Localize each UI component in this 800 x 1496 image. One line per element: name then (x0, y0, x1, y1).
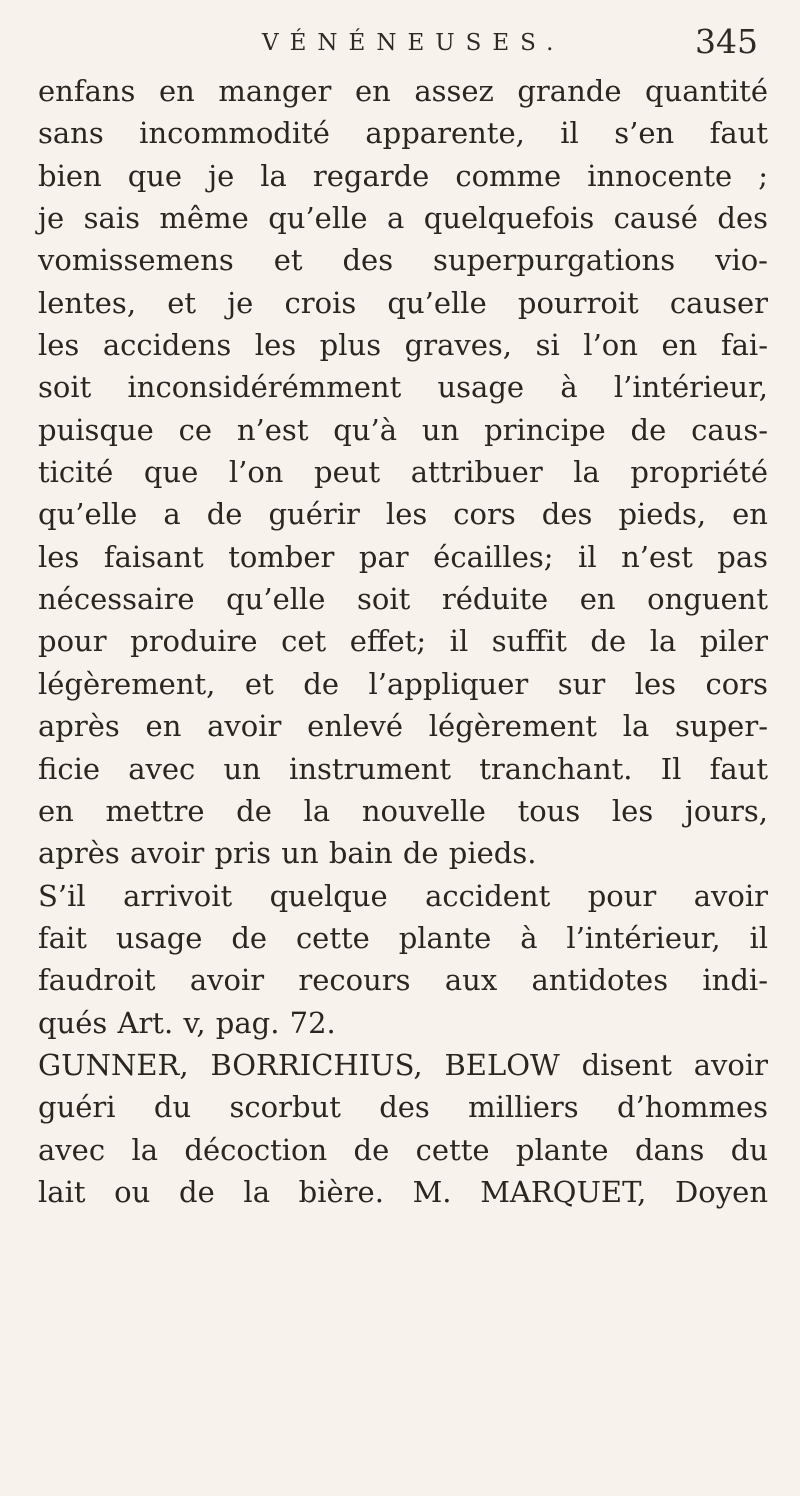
text-line: sans incommodité apparente, il s’en faut (38, 116, 768, 151)
text-line: lentes, et je crois qu’elle pourroit causer (38, 285, 768, 320)
page-number: 345 (695, 22, 758, 61)
text-line: lait ou de la bière. M. MARQUET, Doyen (38, 1174, 768, 1209)
text-line: les faisant tomber par écailles; il n’est pas (38, 539, 768, 574)
text-line: ficie avec un instrument tranchant. Il faut (38, 751, 768, 786)
text-line: ticité que l’on peut attribuer la propriété (38, 455, 768, 490)
text-line: les accidens les plus graves, si l’on en fai- (38, 328, 768, 363)
text-line: faudroit avoir recours aux antidotes indi- (38, 963, 768, 998)
text-line: enfans en manger en assez grande quantité (38, 74, 768, 108)
text-line: je sais même qu’elle a quelquefois causé des (38, 201, 768, 236)
body-text (38, 70, 768, 1213)
text-line: après en avoir enlevé légèrement la super- (38, 709, 768, 744)
text-line: soit inconsidérémment usage à l’intérieur, (38, 370, 768, 405)
text-line: qu’elle a de guérir les cors des pieds, en (38, 497, 768, 532)
text-line: S’il arrivoit quelque accident pour avoir (38, 878, 768, 913)
text-line: fait usage de cette plante à l’intérieur, il (38, 920, 768, 955)
text-line: après avoir pris un bain de pieds. (38, 836, 537, 871)
text-line: pour produire cet effet; il suffit de la piler (38, 624, 768, 659)
text-line: nécessaire qu’elle soit réduite en onguent (38, 582, 768, 617)
text-line: vomissemens et des superpurgations vio- (38, 243, 768, 278)
text-line: GUNNER, BORRICHIUS, BELOW disent avoir (38, 1047, 768, 1082)
text-line: qués Art. v, pag. 72. (38, 1005, 336, 1040)
text-line: en mettre de la nouvelle tous les jours, (38, 793, 768, 828)
text-line: bien que je la regarde comme innocente ; (38, 158, 768, 193)
text-line: guéri du scorbut des milliers d’hommes (38, 1090, 768, 1125)
text-line: légèrement, et de l’appliquer sur les cors (38, 666, 768, 701)
text-line: avec la décoction de cette plante dans du (38, 1132, 768, 1167)
text-line: puisque ce n’est qu’à un principe de caus- (38, 412, 768, 447)
running-head: VÉNÉNEUSES. (262, 30, 565, 56)
